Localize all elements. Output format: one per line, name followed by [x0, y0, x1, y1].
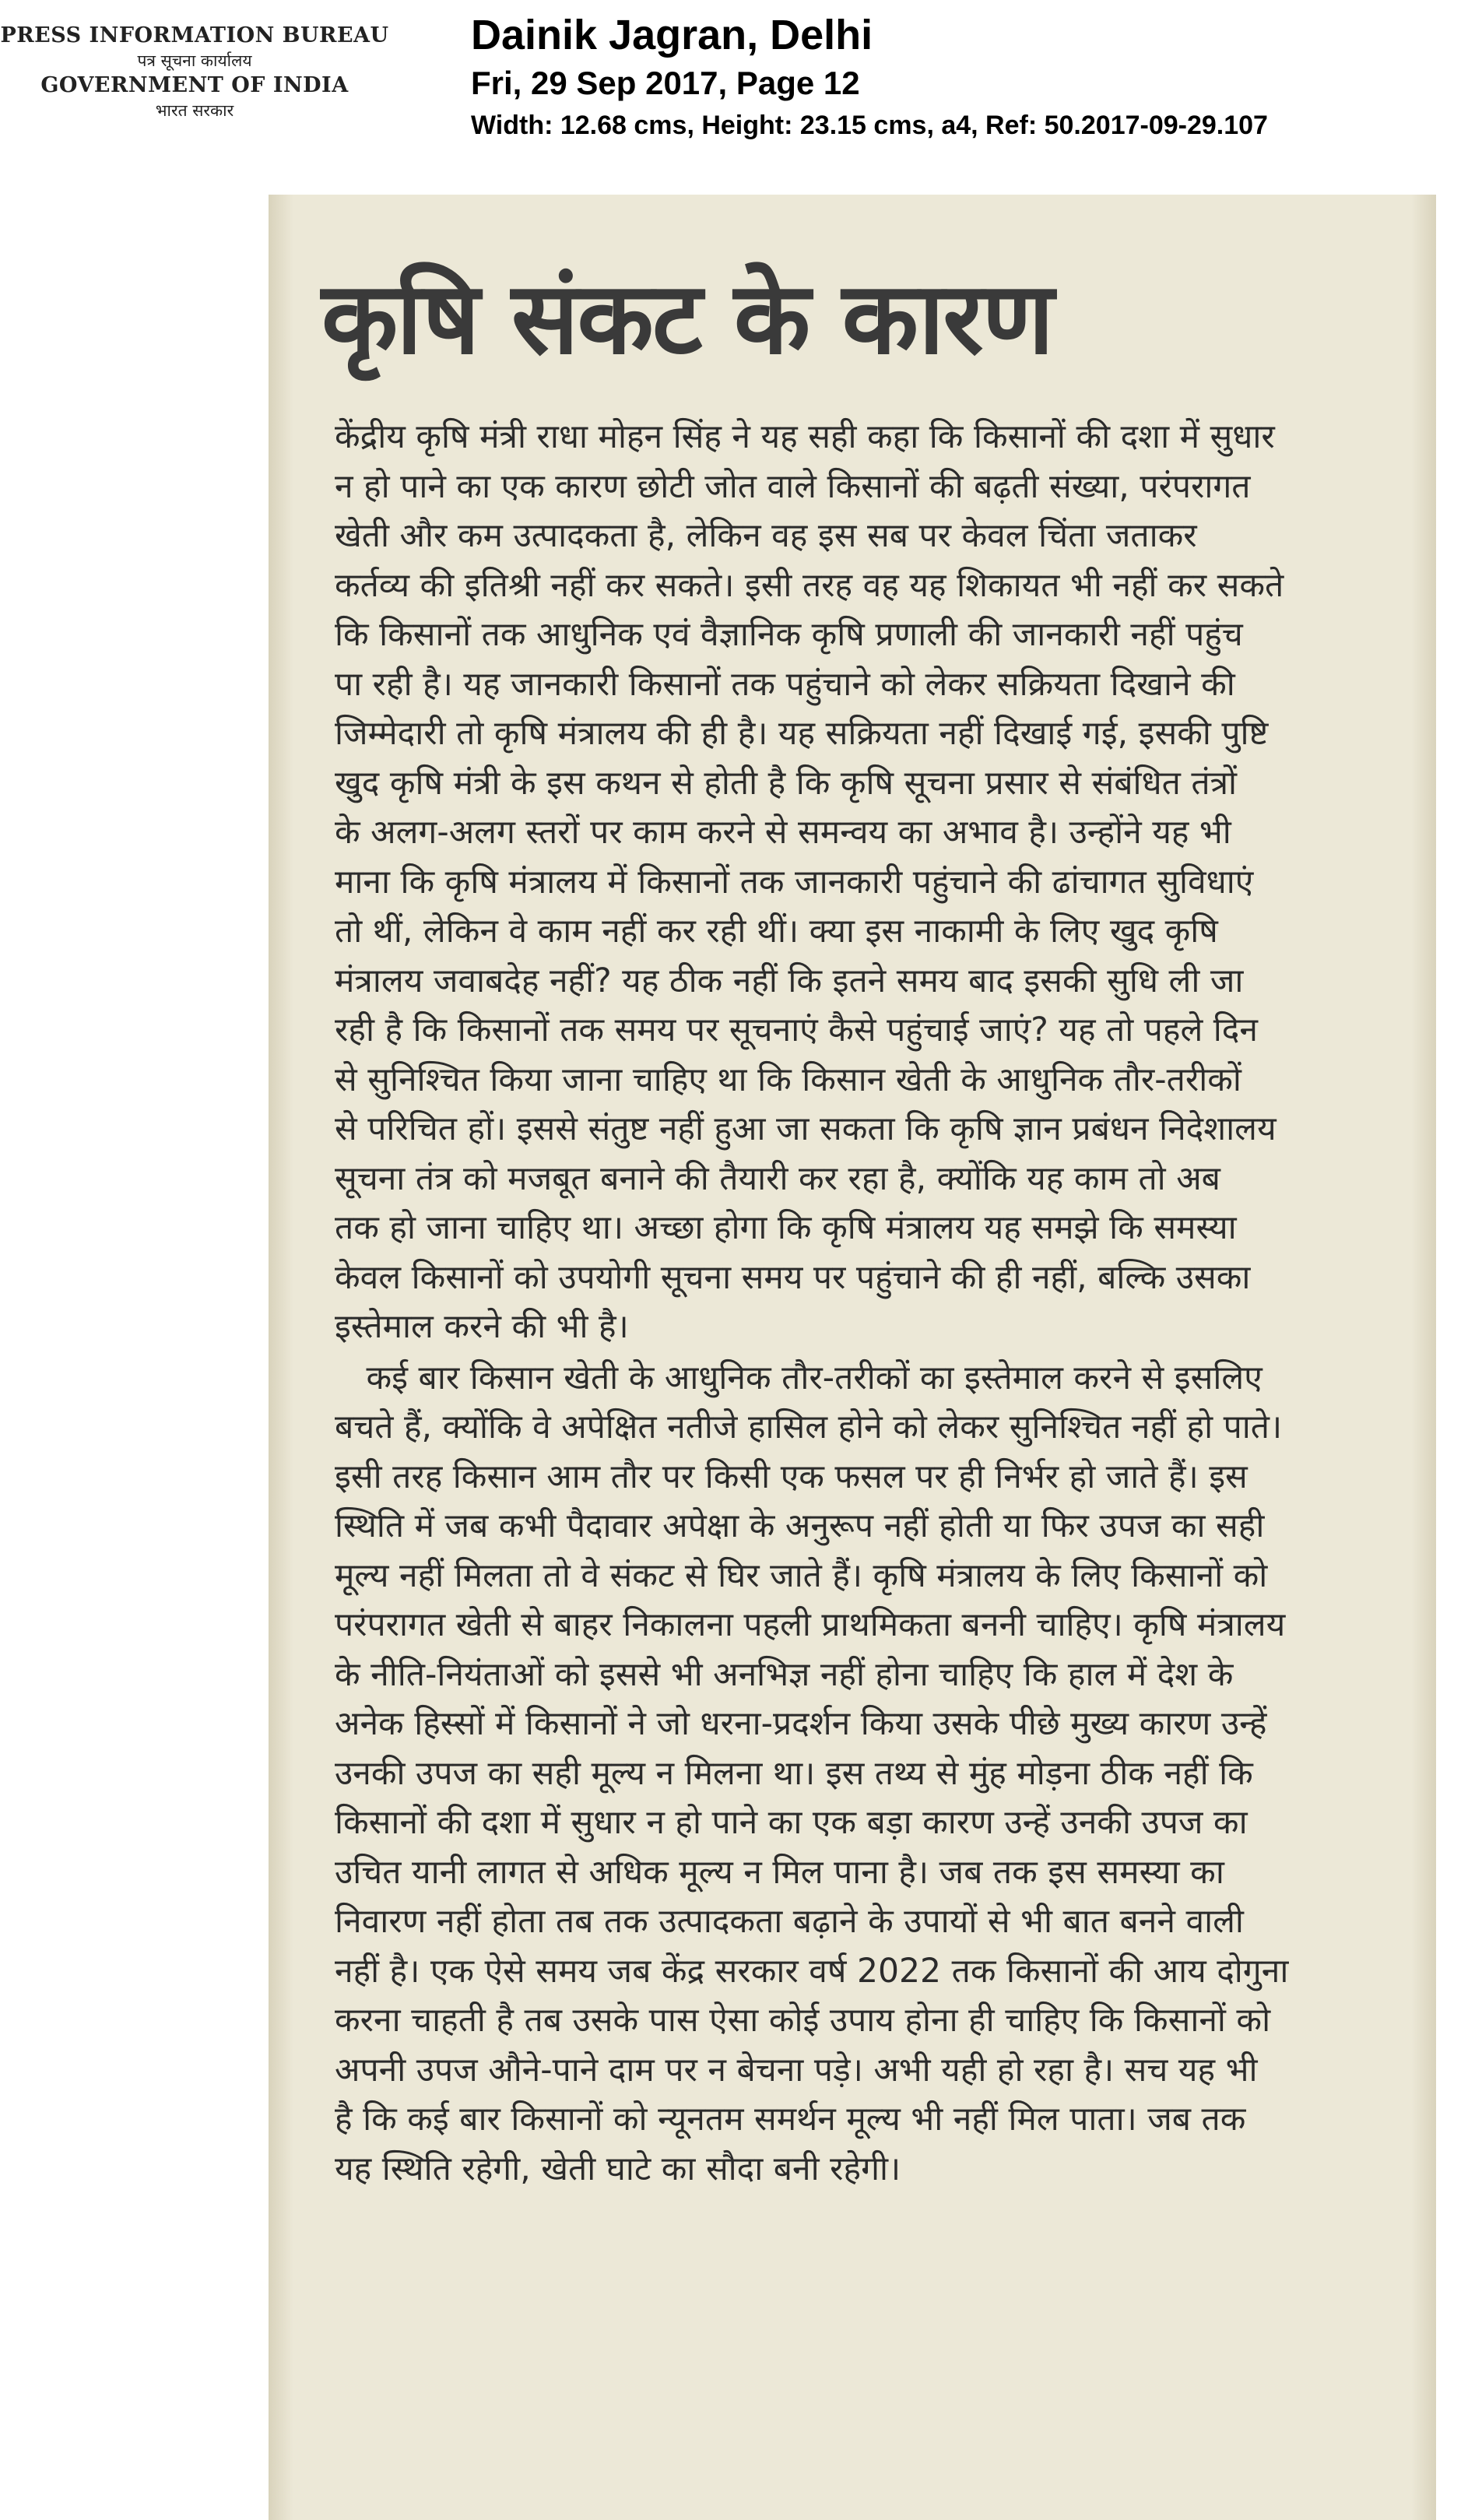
government-title-hindi: भारत सरकार — [155, 101, 234, 120]
body-line: के अलग-अलग स्तरों पर काम करने से समन्वय का अभाव है। उन्होंने यह भी — [335, 814, 1231, 852]
body-line: तक हो जाना चाहिए था। अच्छा होगा कि कृषि मंत्रालय यह समझे कि समस्या — [335, 1209, 1237, 1247]
body-line: केंद्रीय कृषि मंत्री राधा मोहन सिंह ने यह सही कहा कि किसानों की दशा में सुधार — [335, 418, 1275, 456]
body-line: इस्तेमाल करने की भी है। — [335, 1308, 629, 1346]
clipping-meta — [471, 9, 1475, 145]
body-line: मूल्य नहीं मिलता तो वे संकट से घिर जाते हैं। कृषि मंत्रालय के लिए किसानों को — [335, 1556, 1268, 1595]
paragraph-1 — [335, 413, 1401, 1352]
body-line: परंपरागत खेती से बाहर निकालना पहली प्राथमिकता बननी चाहिए। कृषि मंत्रालय — [335, 1606, 1286, 1644]
body-line: पा रही है। यह जानकारी किसानों तक पहुंचाने को लेकर सक्रियता दिखाने की — [335, 665, 1235, 704]
body-line: कई बार किसान खेती के आधुनिक तौर-तरीकों का इस्तेमाल करने से इसलिए — [335, 1358, 1263, 1397]
clipping-dimensions: Width: 12.68 cms, Height: 23.15 cms, a4, Ref: 50.2017-09-29.107 — [471, 111, 1268, 140]
body-line: से परिचित हों। इससे संतुष्ट नहीं हुआ जा सकता कि कृषि ज्ञान प्रबंधन निदेशालय — [335, 1110, 1277, 1148]
body-line: तो थीं, लेकिन वे काम नहीं कर रही थीं। क्या इस नाकामी के लिए खुद कृषि — [335, 912, 1218, 951]
body-line: सूचना तंत्र को मजबूत बनाने की तैयारी कर रहा है, क्योंकि यह काम तो अब — [335, 1159, 1220, 1198]
body-line: कि किसानों तक आधुनिक एवं वैज्ञानिक कृषि प्रणाली की जानकारी नहीं पहुंच — [335, 616, 1243, 654]
body-line: उनकी उपज का सही मूल्य न मिलना था। इस तथ्य से मुंह मोड़ना ठीक नहीं कि — [335, 1754, 1253, 1793]
body-line: कर्तव्य की इतिश्री नहीं कर सकते। इसी तरह वह यह शिकायत भी नहीं कर सकते — [335, 566, 1284, 605]
body-line: माना कि कृषि मंत्रालय में किसानों तक जानकारी पहुंचाने की ढांचागत सुविधाएं — [335, 863, 1254, 902]
body-line: से सुनिश्चित किया जाना चाहिए था कि किसान खेती के आधुनिक तौर-तरीकों — [335, 1060, 1241, 1099]
body-line: न हो पाने का एक कारण छोटी जोत वाले किसानों की बढ़ती संख्या, परंपरागत — [335, 467, 1251, 506]
body-line: केवल किसानों को उपयोगी सूचना समय पर पहुंचाने की ही नहीं, बल्कि उसका — [335, 1258, 1251, 1297]
body-line: यह स्थिति रहेगी, खेती घाटे का सौदा बनी रहेगी। — [335, 2149, 901, 2188]
pib-title-hindi: पत्र सूचना कार्यालय — [137, 51, 252, 70]
paragraph-2 — [335, 1354, 1401, 2195]
article-headline: कृषि संकट के कारण — [321, 261, 1053, 377]
body-line: खेती और कम उत्पादकता है, लेकिन वह इस सब पर केवल चिंता जताकर — [335, 517, 1197, 555]
body-line: के नीति-नियंताओं को इससे भी अनभिज्ञ नहीं होना चाहिए कि हाल में देश के — [335, 1655, 1234, 1694]
newspaper-clipping — [269, 195, 1436, 2520]
publication-date: Fri, 29 Sep 2017, Page 12 — [471, 65, 860, 101]
body-line: मंत्रालय जवाबदेह नहीं? यह ठीक नहीं कि इतने समय बाद इसकी सुधि ली जा — [335, 961, 1244, 1000]
body-line: इसी तरह किसान आम तौर पर किसी एक फसल पर ही निर्भर हो जाते हैं। इस — [335, 1457, 1248, 1496]
article-body — [335, 413, 1401, 2194]
government-title: GOVERNMENT OF INDIA — [40, 73, 349, 97]
body-line: स्थिति में जब कभी पैदावार अपेक्षा के अनुरूप नहीं होती या फिर उपज का सही — [335, 1507, 1265, 1545]
body-line: करना चाहती है तब उसके पास ऐसा कोई उपाय होना ही चाहिए कि किसानों को — [335, 2002, 1271, 2040]
body-line: उचित यानी लागत से अधिक मूल्य न मिल पाना है। जब तक इस समस्या का — [335, 1853, 1224, 1892]
body-line: किसानों की दशा में सुधार न हो पाने का एक बड़ा कारण उन्हें उनकी उपज का — [335, 1804, 1248, 1842]
body-line: खुद कृषि मंत्री के इस कथन से होती है कि कृषि सूचना प्रसार से संबंधित तंत्रों — [335, 764, 1238, 803]
clipping-edge-left — [269, 195, 293, 2520]
body-line: निवारण नहीं होता तब तक उत्पादकता बढ़ाने के उपायों से भी बात बनने वाली — [335, 1903, 1244, 1941]
body-line: बचते हैं, क्योंकि वे अपेक्षित नतीजे हासिल होने को लेकर सुनिश्चित नहीं हो पाते। — [335, 1408, 1283, 1446]
body-line: जिम्मेदारी तो कृषि मंत्रालय की ही है। यह सक्रियता नहीं दिखाई गई, इसकी पुष्टि — [335, 715, 1269, 753]
body-line: अनेक हिस्सों में किसानों ने जो धरना-प्रदर्शन किया उसके पीछे मुख्य कारण उन्हें — [335, 1705, 1267, 1743]
body-line: है कि कई बार किसानों को न्यूनतम समर्थन मूल्य भी नहीं मिल पाता। जब तक — [335, 2100, 1246, 2139]
pib-title: PRESS INFORMATION BUREAU — [0, 23, 389, 47]
newspaper-name: Dainik Jagran, Delhi — [471, 12, 873, 58]
clipping-edge-right — [1411, 195, 1436, 2520]
body-line: नहीं है। एक ऐसे समय जब केंद्र सरकार वर्ष 2022 तक किसानों की आय दोगुना — [335, 1952, 1289, 1991]
body-line: अपनी उपज औने-पाने दाम पर न बेचना पड़े। अभी यही हो रहा है। सच यह भी — [335, 2051, 1258, 2089]
body-line: रही है कि किसानों तक समय पर सूचनाएं कैसे पहुंचाई जाएं? यह तो पहले दिन — [335, 1011, 1258, 1049]
pib-header — [0, 22, 389, 121]
